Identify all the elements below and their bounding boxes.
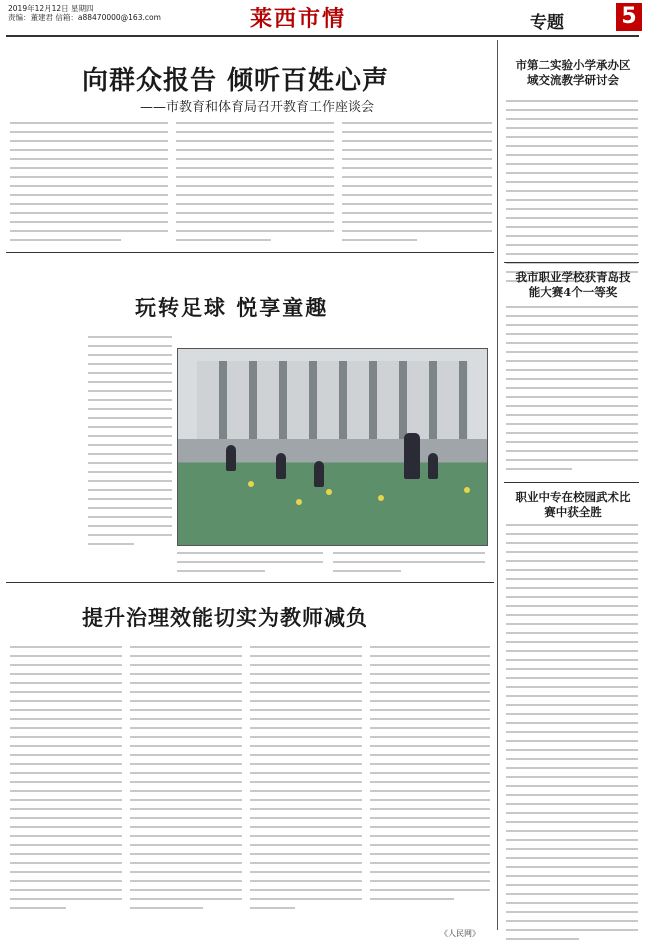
bottom-body-col-1 [10, 646, 122, 916]
feature-headline: 玩转足球 悦享童趣 [135, 295, 329, 320]
lead-body-col-3 [342, 122, 492, 248]
right-story-2-headline: 我市职业学校获青岛技能大赛4个一等奖 [515, 270, 631, 299]
lead-rule [6, 252, 494, 253]
lead-body-col-1 [10, 122, 168, 248]
lead-subheadline: ——市教育和体育局召开教育工作座谈会 [140, 100, 375, 115]
footer-credit: 《人民网》 [440, 929, 480, 938]
football-photo [177, 348, 488, 546]
bottom-body-col-4 [370, 646, 490, 907]
column-divider [497, 40, 498, 930]
feature-rule [6, 582, 494, 583]
bottom-body-col-2 [130, 646, 242, 916]
paper-title: 莱西市情 [250, 6, 347, 32]
right-story-3-headline: 职业中专在校园武术比赛中获全胜 [515, 490, 631, 519]
lead-headline: 向群众报告 倾听百姓心声 [82, 66, 390, 96]
right-story-1-headline: 市第二实验小学承办区域交流教学研讨会 [515, 58, 631, 87]
masthead-rule [6, 35, 639, 37]
right-story-1-body [506, 100, 638, 289]
section-name: 专题 [530, 13, 564, 33]
editor-line: 责编：董建君 信箱：a88470000@163.com [8, 13, 161, 22]
lead-body-col-2 [176, 122, 334, 248]
page-number: 5 [616, 3, 642, 31]
feature-body-under-1 [177, 552, 323, 579]
masthead [0, 0, 645, 36]
feature-body-under-2 [333, 552, 485, 579]
feature-body-left [88, 336, 172, 552]
right-story-2-body [506, 306, 638, 477]
right-rule-2 [504, 482, 639, 483]
right-story-3-body [506, 524, 638, 947]
bottom-body-col-3 [250, 646, 362, 916]
issue-info [8, 4, 161, 22]
date-line: 2019年12月12日 星期四 [8, 4, 94, 13]
bottom-headline: 提升治理效能切实为教师减负 [82, 605, 368, 630]
right-rule-1 [504, 262, 639, 263]
